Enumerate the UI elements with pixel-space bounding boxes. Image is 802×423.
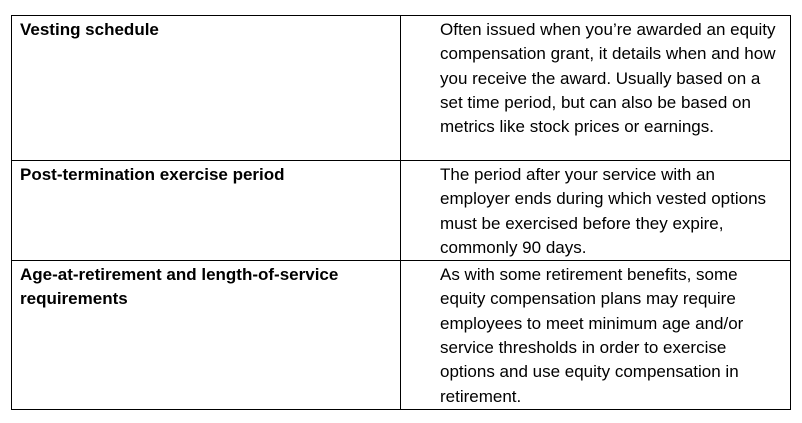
table-row [12, 261, 791, 410]
term-label: Age-at-retirement and length-of-service requirements [20, 265, 339, 309]
definition-cell [401, 161, 791, 261]
definition-cell [401, 16, 791, 161]
term-cell [12, 261, 401, 410]
definition-cell [401, 261, 791, 410]
definition-text: As with some retirement benefits, some equity compensation plans may require employees to meet minimum age and/or service thresholds in order to exercise options and use equity compensation in retirement. [440, 265, 744, 406]
table-row [12, 161, 791, 261]
table-row [12, 16, 791, 161]
term-cell [12, 16, 401, 161]
term-label: Vesting schedule [20, 20, 159, 39]
term-cell [12, 161, 401, 261]
definition-text: The period after your service with an employer ends during which vested options must be exercised before they expire, commonly 90 days. [440, 165, 767, 257]
definition-text: Often issued when you’re awarded an equity compensation grant, it details when and how you receive the award. Usually based on a set time period, but can also be based on metrics like stock prices or earnings. [440, 20, 776, 137]
definitions-table [11, 15, 791, 410]
term-label: Post-termination exercise period [20, 165, 285, 184]
